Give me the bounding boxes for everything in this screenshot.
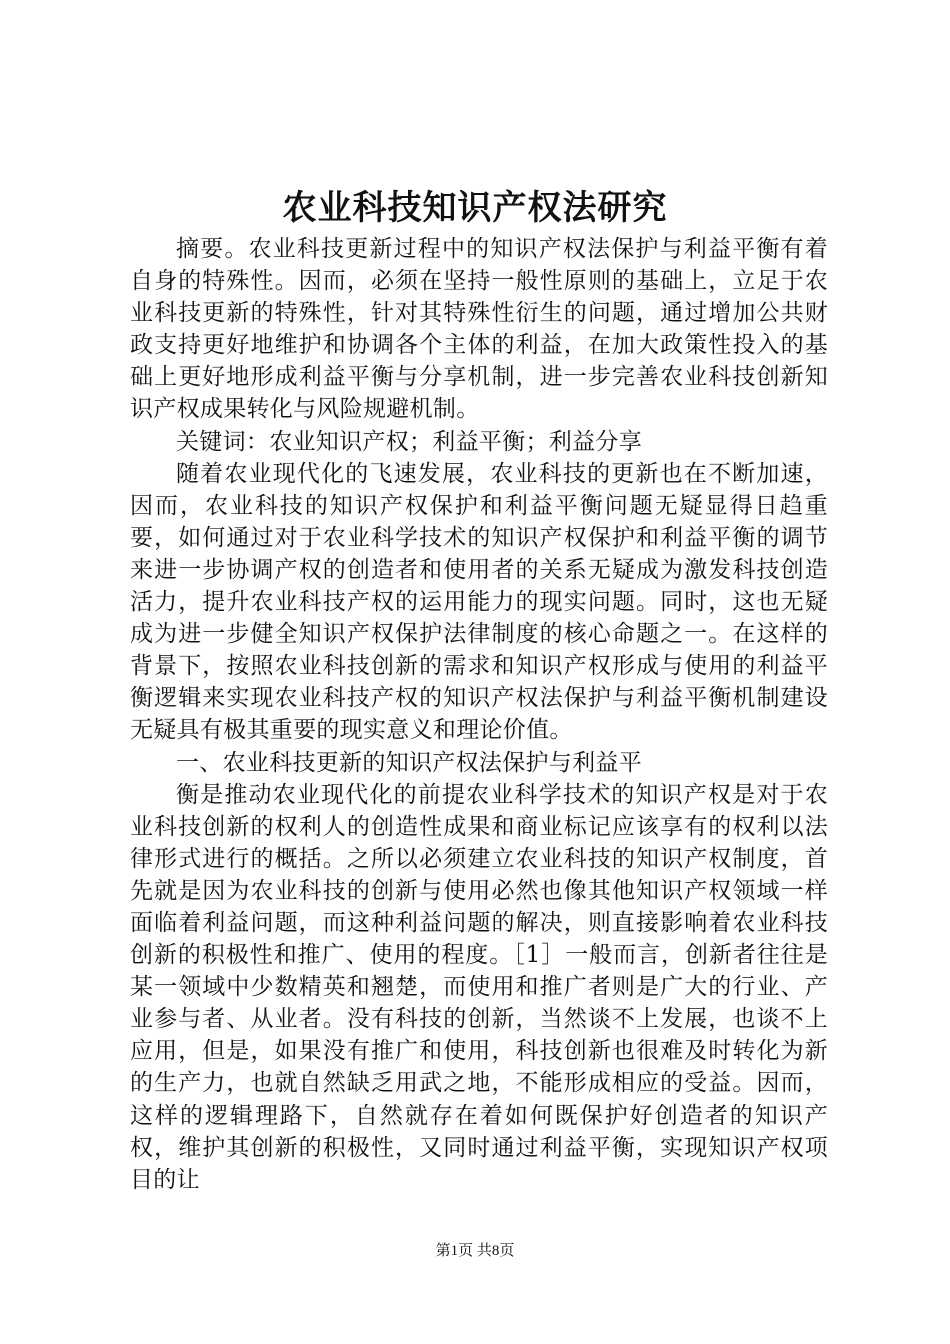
document-title: 农业科技知识产权法研究 bbox=[282, 188, 668, 228]
document-body bbox=[130, 233, 828, 1196]
section-heading: 一、农业科技更新的知识产权法保护与利益平 bbox=[176, 749, 642, 776]
abstract-paragraph: 摘要。农业科技更新过程中的知识产权法保护与利益平衡有着自身的特殊性。因而，必须在坚持一般性原则的基础上，立足于农业科技更新的特殊性，针对其特殊性衍生的问题，通过增加公共财政支持更好地维护和协调各个主体的利益，在加大政策性投入的基础上更好地形成利益平衡与分享机制，进一步完善农业科技创新知识产权成果转化与风险规避机制。 bbox=[130, 236, 828, 423]
intro-paragraph: 随着农业现代化的飞速发展，农业科技的更新也在不断加速，因而，农业科技的知识产权保护和利益平衡问题无疑显得日趋重要，如何通过对于农业科学技术的知识产权保护和利益平衡的调节来进一步协调产权的创造者和使用者的关系无疑成为激发科技创造活力，提升农业科技产权的运用能力的现实问题。同时，这也无疑成为进一步健全知识产权保护法律制度的核心命题之一。在这样的背景下，按照农业科技创新的需求和知识产权形成与使用的利益平衡逻辑来实现农业科技产权的知识产权法保护与利益平衡机制建设无疑具有极其重要的现实意义和理论价值。 bbox=[130, 460, 828, 744]
keywords-paragraph: 关键词：农业知识产权；利益平衡；利益分享 bbox=[176, 428, 642, 455]
section-paragraph: 衡是推动农业现代化的前提农业科学技术的知识产权是对于农业科技创新的权利人的创造性成果和商业标记应该享有的权利以法律形式进行的概括。之所以必须建立农业科技的知识产权制度，首先就是因为农业科技的创新与使用必然也像其他知识产权领域一样面临着利益问题，而这种利益问题的解决，则直接影响着农业科技创新的积极性和推广、使用的程度。［1］一般而言，创新者往往是某一领域中少数精英和翘楚，而使用和推广者则是广大的行业、产业参与者、从业者。没有科技的创新，当然谈不上发展，也谈不上应用，但是，如果没有推广和使用，科技创新也很难及时转化为新的生产力，也就自然缺乏用武之地，不能形成相应的受益。因而，这样的逻辑理路下，自然就存在着如何既保护好创造者的知识产权，维护其创新的积极性，又同时通过利益平衡，实现知识产权项目的让 bbox=[130, 781, 828, 1193]
page-number: 第1页 共8页 bbox=[435, 1243, 515, 1259]
